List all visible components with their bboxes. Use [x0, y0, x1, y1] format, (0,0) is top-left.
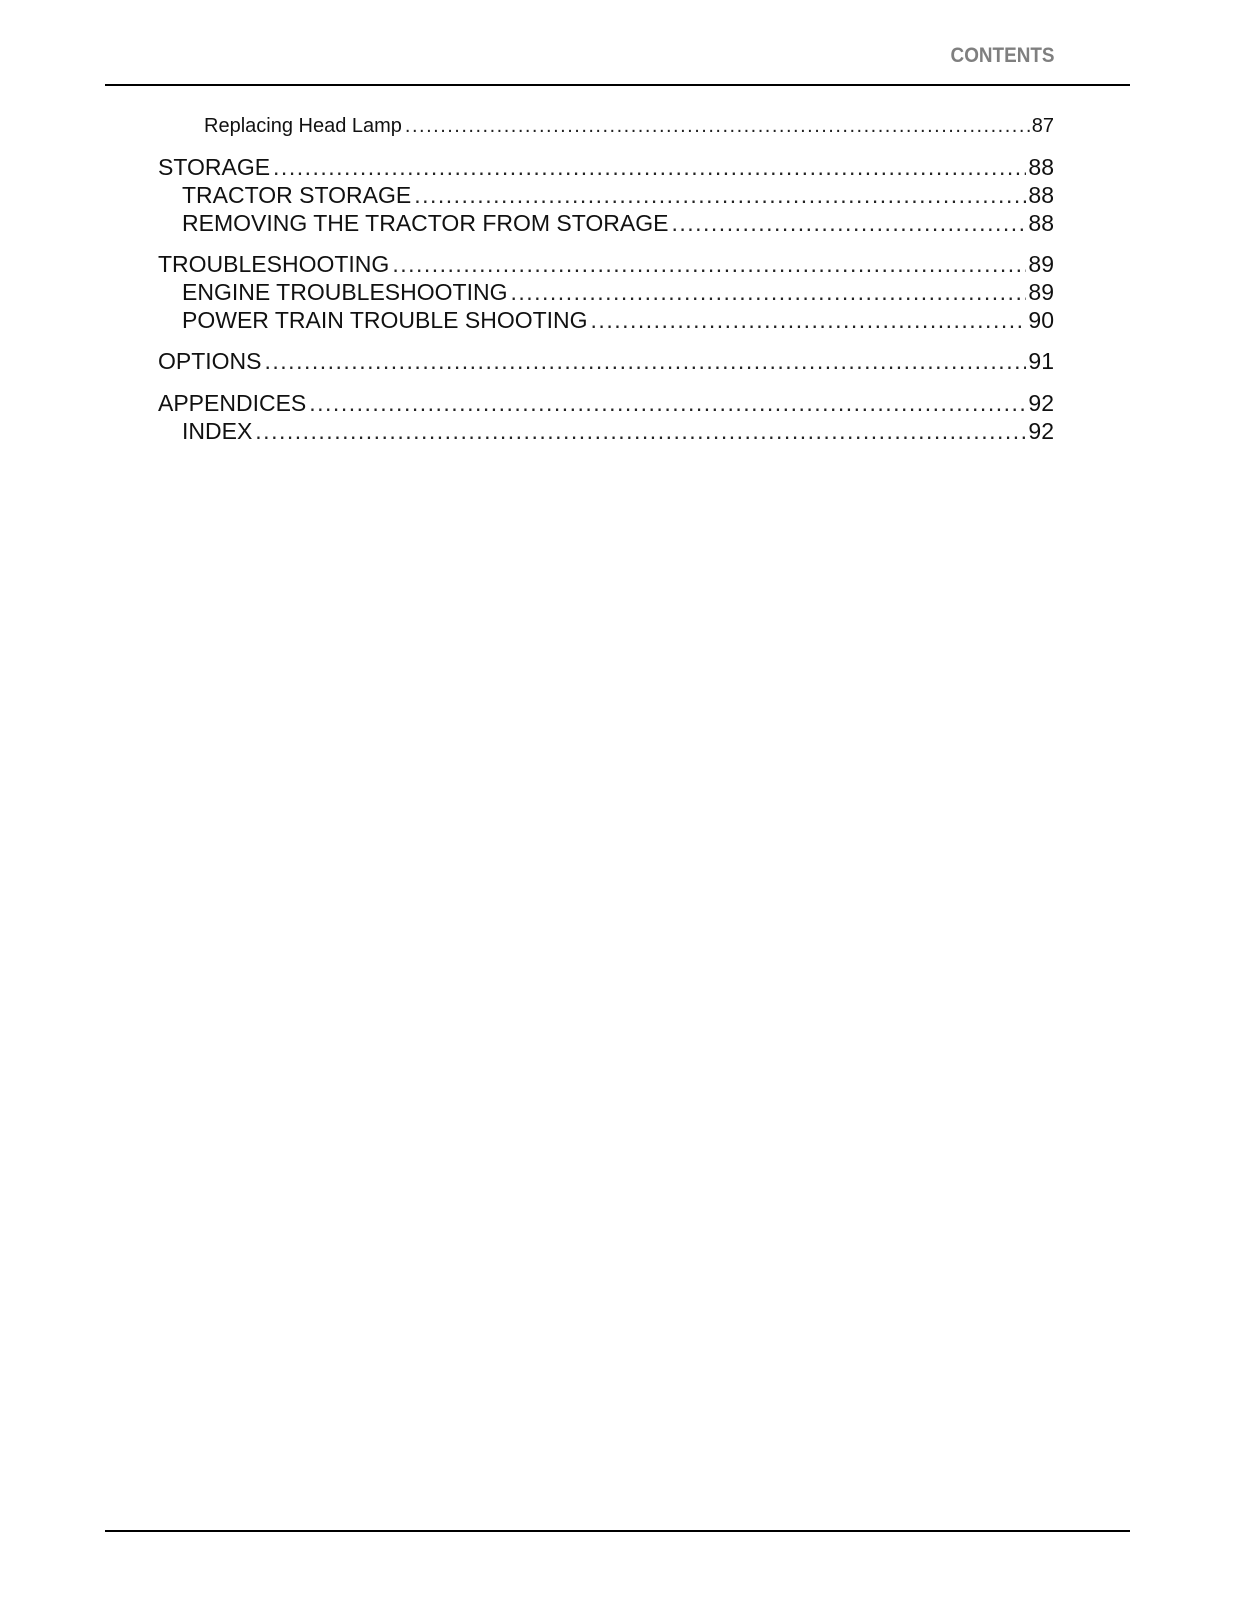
dot-leader [414, 182, 1026, 209]
toc-entry-page: 89 [1028, 279, 1054, 305]
toc-entry-label: TRACTOR STORAGE [182, 182, 412, 208]
dot-leader [273, 154, 1026, 181]
toc-entry-storage[interactable] [158, 154, 1054, 181]
dot-leader [671, 210, 1026, 237]
dot-leader [591, 307, 1027, 334]
toc-entry-page: 92 [1028, 390, 1054, 416]
footer-divider [105, 1530, 1130, 1532]
dot-leader [255, 418, 1026, 445]
toc-entry-tractor-storage[interactable] [182, 182, 1054, 209]
toc-entry-label: APPENDICES [158, 390, 307, 416]
toc-entry-index[interactable] [182, 418, 1054, 445]
toc-entry-label: POWER TRAIN TROUBLE SHOOTING [182, 307, 588, 333]
toc-entry-options[interactable] [158, 348, 1054, 375]
header-divider [105, 84, 1130, 86]
toc-entry-power-train-trouble-shooting[interactable] [182, 307, 1054, 334]
toc-entry-page: 88 [1028, 182, 1054, 208]
toc-entry-label: TROUBLESHOOTING [158, 251, 390, 277]
toc-entry-label: OPTIONS [158, 348, 262, 374]
toc-entry-page: 88 [1028, 154, 1054, 180]
dot-leader [405, 115, 1030, 138]
toc-entry-engine-troubleshooting[interactable] [182, 279, 1054, 306]
toc-entry-label: Replacing Head Lamp [204, 115, 402, 137]
toc-entry-page: 89 [1028, 251, 1054, 277]
toc-entry-appendices[interactable] [158, 390, 1054, 417]
dot-leader [510, 279, 1026, 306]
toc-entry-removing-tractor-from-storage[interactable] [182, 210, 1054, 237]
toc-entry-page: 91 [1028, 348, 1054, 374]
dot-leader [265, 348, 1027, 375]
toc-entry-label: ENGINE TROUBLESHOOTING [182, 279, 508, 305]
toc-entry-page: 92 [1028, 418, 1054, 444]
toc-entry-label: REMOVING THE TRACTOR FROM STORAGE [182, 210, 669, 236]
toc-entry-label: STORAGE [158, 154, 271, 180]
toc-entry-page: 90 [1028, 307, 1054, 333]
toc-entry-page: 87 [1031, 115, 1054, 137]
header-title: CONTENTS [950, 44, 1054, 67]
toc-entry-replacing-head-lamp[interactable] [204, 115, 1054, 138]
toc-entry-label: INDEX [182, 418, 253, 444]
toc-entry-troubleshooting[interactable] [158, 251, 1054, 278]
dot-leader [392, 251, 1026, 278]
dot-leader [309, 390, 1026, 417]
toc-entry-page: 88 [1028, 210, 1054, 236]
